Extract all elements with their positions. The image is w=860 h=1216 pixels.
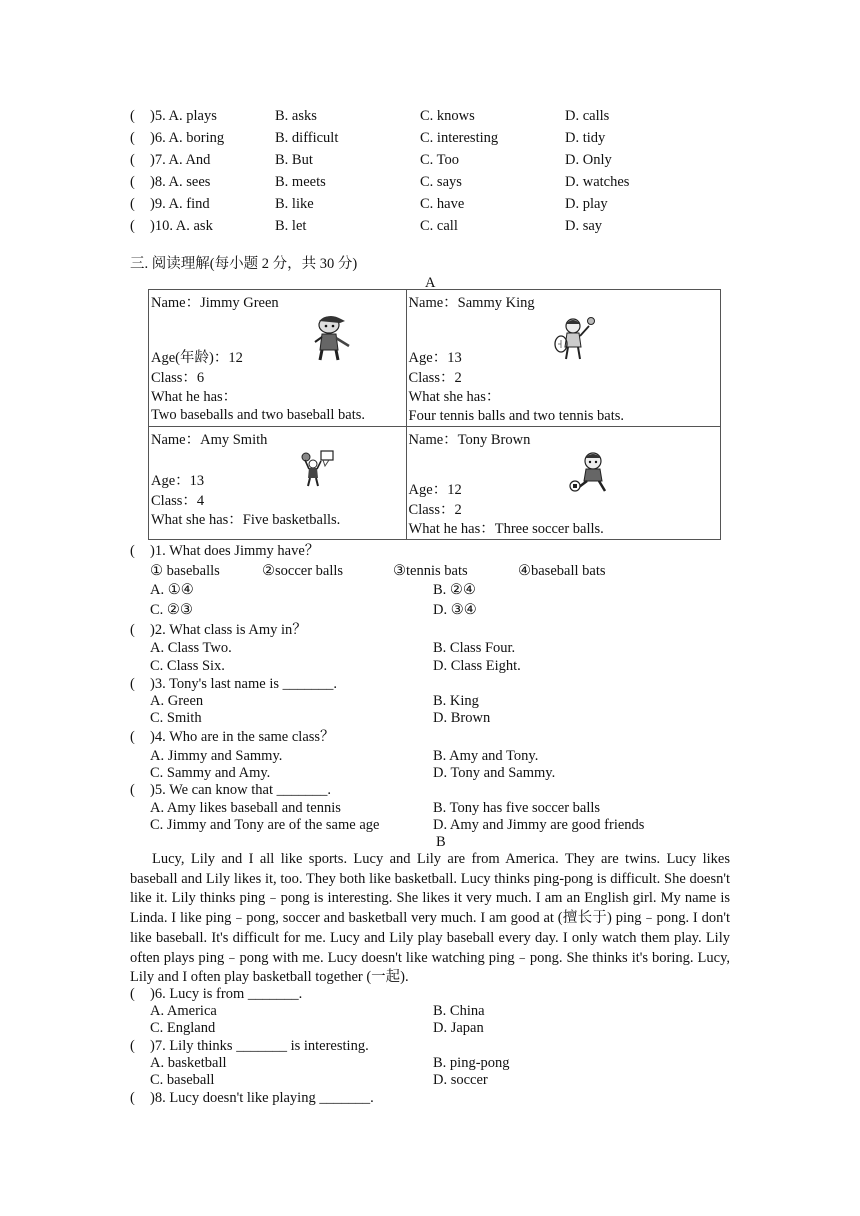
tony-has: What he has：Three soccer balls. (408, 521, 604, 537)
option-d: D. calls (565, 108, 610, 124)
cloze-question-9 (130, 194, 750, 214)
q7-option-d: D. soccer (433, 1072, 488, 1088)
section-three-title: 三. 阅读理解(每小题 2 分，共 30 分) (130, 256, 358, 272)
option-d: D. tidy (565, 130, 606, 146)
tony-class: Class：2 (408, 502, 462, 518)
jimmy-age: Age(年龄)：12 (151, 350, 243, 366)
q1-item-2: ②soccer balls (262, 563, 344, 579)
option-a: )9. A. find (150, 196, 210, 212)
q8-paren: ( (130, 1090, 135, 1106)
q4-paren: ( (130, 729, 135, 745)
q1-option-a: A. ①④ (150, 582, 194, 598)
amy-name: Name：Amy Smith (151, 432, 268, 448)
q6-option-d: D. Japan (433, 1020, 484, 1036)
q1-item-3: ③tennis bats (393, 563, 468, 579)
q1-option-d: D. ③④ (433, 602, 477, 618)
amy-class: Class：4 (151, 493, 205, 509)
option-d: D. Only (565, 152, 612, 168)
q3-option-b: B. King (433, 693, 479, 709)
answer-paren: ( (130, 130, 135, 146)
answer-paren: ( (130, 218, 135, 234)
option-d: D. say (565, 218, 603, 234)
option-b: B. meets (275, 174, 326, 190)
tony-age: Age：12 (408, 482, 462, 498)
baseball-player-icon (307, 312, 353, 362)
amy-age: Age：13 (151, 473, 205, 489)
q6-option-a: A. America (150, 1003, 217, 1019)
tony-name: Name：Tony Brown (408, 432, 531, 448)
option-c: C. says (420, 174, 462, 190)
answer-paren: ( (130, 108, 135, 124)
option-a: )7. A. And (150, 152, 211, 168)
q4-stem: )4. Who are in the same class？ (150, 729, 335, 745)
q2-option-b: B. Class Four. (433, 640, 516, 656)
option-d: D. watches (565, 174, 630, 190)
option-c: C. call (420, 218, 458, 234)
passage-b: Lucy, Lily and I all like sports. Lucy and Lily are from America. They are twins. Lucy likes baseball and Lily likes it, too. They both like basketball. Lucy thinks ping-pong is difficult. She doesn't like it. Lily thinks ping﹣pong is interesting. She likes it very much. I am an English girl. My name is Linda. I like ping﹣pong, soccer and basketball very much. I am good at (擅长于) ping﹣pong. I don't like baseball. It's difficult for me. Lucy and Lily play baseball every day. I only watch them play. Lily often plays ping﹣pong with me. Lucy doesn't like watching ping﹣pong. She thinks it's boring. Lucy, Lily and I often play basketball together (一起). (130, 851, 730, 986)
option-b: B. But (275, 152, 313, 168)
option-c: C. Too (420, 152, 460, 168)
q2-option-c: C. Class Six. (150, 658, 225, 674)
q7-stem: )7. Lily thinks _______ is interesting. (150, 1038, 369, 1054)
soccer-player-icon (567, 449, 613, 493)
cloze-question-6 (130, 128, 750, 148)
q1-option-c: C. ②③ (150, 602, 193, 618)
q2-stem: )2. What class is Amy in？ (150, 622, 307, 638)
sammy-class: Class：2 (408, 370, 462, 386)
answer-paren: ( (130, 174, 135, 190)
q6-paren: ( (130, 986, 135, 1002)
q1-stem: )1. What does Jimmy have？ (150, 543, 320, 559)
cloze-question-7 (130, 150, 750, 170)
option-b: B. like (275, 196, 314, 212)
tony-cell (406, 427, 720, 540)
tennis-player-icon (553, 314, 597, 362)
q1-item-1: ① baseballs (150, 563, 220, 579)
sammy-has: Four tennis balls and two tennis bats. (408, 408, 625, 424)
option-c: C. knows (420, 108, 475, 124)
q3-option-d: D. Brown (433, 710, 491, 726)
cloze-question-5 (130, 106, 750, 126)
q7-option-b: B. ping-pong (433, 1055, 510, 1071)
sammy-age: Age：13 (408, 350, 462, 366)
option-b: B. asks (275, 108, 317, 124)
option-b: B. let (275, 218, 307, 234)
jimmy-has-label: What he has： (151, 389, 238, 405)
q1-item-4: ④baseball bats (518, 563, 606, 579)
q5-option-a: A. Amy likes baseball and tennis (150, 800, 341, 816)
basketball-player-icon (297, 449, 335, 487)
option-c: C. have (420, 196, 465, 212)
q3-option-a: A. Green (150, 693, 204, 709)
q7-paren: ( (130, 1038, 135, 1054)
jimmy-has: Two baseballs and two baseball bats. (151, 407, 366, 423)
option-c: C. interesting (420, 130, 499, 146)
jimmy-cell (149, 290, 407, 427)
q7-option-a: A. basketball (150, 1055, 227, 1071)
q3-stem: )3. Tony's last name is _______. (150, 676, 337, 692)
answer-paren: ( (130, 152, 135, 168)
q6-option-b: B. China (433, 1003, 485, 1019)
option-a: )5. A. plays (150, 108, 217, 124)
q2-paren: ( (130, 622, 135, 638)
amy-has: What she has：Five basketballs. (151, 512, 341, 528)
sammy-has-label: What she has： (408, 389, 501, 405)
option-a: )10. A. ask (150, 218, 213, 234)
q6-option-c: C. England (150, 1020, 216, 1036)
cloze-question-10 (130, 216, 750, 236)
q1-option-b: B. ②④ (433, 582, 476, 598)
q4-option-b: B. Amy and Tony. (433, 748, 539, 764)
student-info-table (148, 289, 721, 540)
part-b-label: B (436, 834, 446, 850)
q5-option-d: D. Amy and Jimmy are good friends (433, 817, 645, 833)
option-a: )6. A. boring (150, 130, 225, 146)
q5-paren: ( (130, 782, 135, 798)
q6-stem: )6. Lucy is from _______. (150, 986, 303, 1002)
q3-option-c: C. Smith (150, 710, 202, 726)
q8-stem: )8. Lucy doesn't like playing _______. (150, 1090, 374, 1106)
sammy-cell (406, 290, 720, 427)
q2-option-d: D. Class Eight. (433, 658, 521, 674)
q1-paren: ( (130, 543, 135, 559)
q5-option-b: B. Tony has five soccer balls (433, 800, 601, 816)
q3-paren: ( (130, 676, 135, 692)
q4-option-a: A. Jimmy and Sammy. (150, 748, 283, 764)
option-b: B. difficult (275, 130, 339, 146)
q7-option-c: C. baseball (150, 1072, 215, 1088)
option-a: )8. A. sees (150, 174, 211, 190)
sammy-name: Name：Sammy King (408, 295, 535, 311)
q5-stem: )5. We can know that _______. (150, 782, 331, 798)
amy-cell (149, 427, 407, 540)
option-d: D. play (565, 196, 608, 212)
q2-option-a: A. Class Two. (150, 640, 232, 656)
q4-option-d: D. Tony and Sammy. (433, 765, 556, 781)
q4-option-c: C. Sammy and Amy. (150, 765, 271, 781)
answer-paren: ( (130, 196, 135, 212)
q5-option-c: C. Jimmy and Tony are of the same age (150, 817, 380, 833)
jimmy-name: Name：Jimmy Green (151, 295, 279, 311)
jimmy-class: Class：6 (151, 370, 205, 386)
part-a-label: A (425, 275, 436, 291)
cloze-question-8 (130, 172, 750, 192)
